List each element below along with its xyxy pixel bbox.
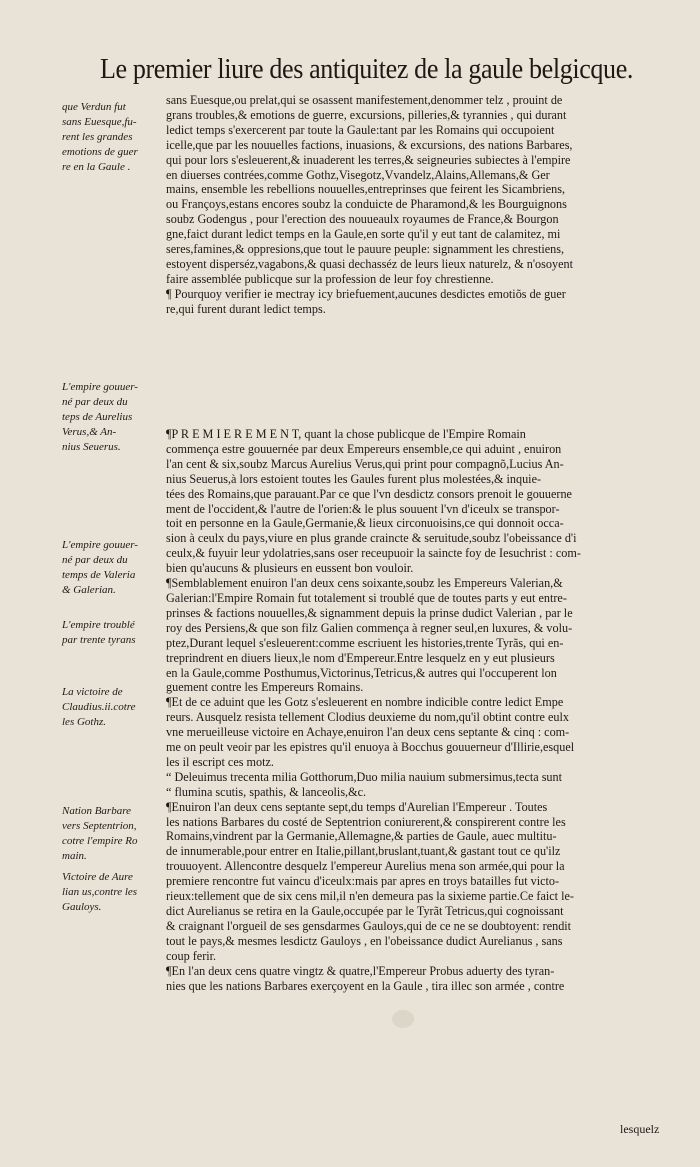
margin-note-line: emotions de guer bbox=[62, 146, 138, 158]
text-line: me on peult veoir par les epistres qu'il enuoya à Bocchus gouuerneur d'Illirie,esquel bbox=[166, 740, 575, 755]
text-line: ment de l'occident,& l'autre de l'orien:& le plus souuent l'vn d'iceulx se transpor- bbox=[166, 501, 560, 516]
text-line: toit en personne en la Gaule,Germanie,& lieux circonuoisins,ce qui donnoit occa- bbox=[166, 516, 564, 531]
text-line: en diuerses contrées,comme Gothz,Visegotz,Vvandelz,Alains,Allemans,& Ger bbox=[166, 167, 550, 182]
margin-note-line: rent les grandes bbox=[62, 131, 133, 143]
text-line: ptez,Durant lequel s'esleuerent:comme escriuent les histories,trente Tyrãs, qui en- bbox=[166, 635, 564, 650]
text-line: re,qui furent durant ledict temps. bbox=[166, 301, 326, 316]
margin-note-claudius bbox=[62, 685, 168, 730]
text-line: ¶Et de ce aduint que les Gotz s'esleuerent en nombre indicible contre ledict Empe bbox=[166, 695, 564, 710]
margin-note-line: lian us,contre les bbox=[62, 886, 138, 898]
text-line: mains, ensemble les rebellions nouuelles,entreprinses que feirent les Sicambriens, bbox=[166, 182, 566, 197]
catchword: lesquelz bbox=[620, 1122, 660, 1136]
margin-note-line: Gauloys. bbox=[62, 901, 102, 913]
margin-note-line: L'empire troublé bbox=[62, 619, 135, 631]
margin-note-line: main. bbox=[62, 850, 87, 862]
text-line: ¶ Pourquoy verifier ie mectray icy briefuement,aucunes desdictes emotiõs de guer bbox=[166, 286, 566, 301]
text-line: “ Deleuimus trecenta milia Gotthorum,Duo milia nauium submersimus,tecta sunt bbox=[166, 769, 563, 784]
text-line: tout le pays,& mesmes lesdictz Gauloys , en l'obeissance dudict Aurelianus , sans bbox=[166, 933, 563, 948]
text-line: ou Françoys,estans encores soubz la conduicte de Pharamond,& les Bourguignons bbox=[166, 197, 567, 212]
margin-note-line: teps de Aurelius bbox=[62, 411, 133, 423]
margin-note-line: re en la Gaule . bbox=[62, 161, 131, 173]
text-line: vne merueilleuse victoire en Achaye,enuiron l'an deux cens septante & cinq : com- bbox=[166, 725, 570, 740]
margin-note-verdun bbox=[62, 100, 168, 175]
text-line: ¶P R E M I E R E M E N T, quant la chose publicque de l'Empire Romain bbox=[166, 427, 526, 441]
text-line: prinses & factions nouuelles,& signamment depuis la prinse dudict Valerian , par le bbox=[166, 605, 573, 620]
text-line: reurs. Ausquelz resista tellement Clodius deuxieme du nom,qu'il obtint contre eulx bbox=[166, 710, 569, 725]
text-section-1 bbox=[166, 93, 678, 317]
text-line: icelle,que par les nouuelles factions, inuasions, & excursions, des nations Barbares, bbox=[166, 137, 573, 152]
text-line: bien qu'aucuns & plusieurs en eussent bon vouloir. bbox=[166, 561, 414, 576]
text-line: qui pour lors s'esleuerent,& inuaderent les terres,& seigneuries subiectes à l'empire bbox=[166, 152, 571, 167]
margin-note-line: né par deux du bbox=[62, 396, 128, 408]
margin-note-aurelian-victory bbox=[62, 870, 168, 915]
margin-note-line: Claudius.ii.cotre bbox=[62, 701, 136, 713]
text-line: ¶Semblablement enuiron l'an deux cens soixante,soubz les Empereurs Valerian,& bbox=[166, 576, 563, 591]
text-line: ledict temps s'exercerent par toute la Gaule:tant par les Romains qui occupoient bbox=[166, 122, 555, 137]
margin-note-line: La victoire de bbox=[62, 686, 123, 698]
text-line: treprindrent en diuers lieux,le nom d'Empereur.Entre lesquelz en y eut plusieurs bbox=[166, 650, 555, 665]
margin-note-trente-tyrans bbox=[62, 618, 168, 648]
margin-note-line: sans Euesque,fu- bbox=[62, 116, 137, 128]
margin-note-line: & Galerian. bbox=[62, 584, 116, 596]
page-stain bbox=[392, 1010, 414, 1028]
text-line: dict Aurelianus se retira en la Gaule,occupée par le Tyrãt Tetricus,qui cognoissant bbox=[166, 904, 564, 918]
text-line: grans troubles,& emotions de guerre, excursions, pilleries,& tyrannies , qui durant bbox=[166, 107, 567, 122]
margin-note-line: nius Seuerus. bbox=[62, 441, 121, 453]
text-section-2 bbox=[166, 427, 678, 993]
text-line: coup ferir. bbox=[166, 948, 217, 963]
running-head-title: Le premier liure des antiquitez de la gaule belgicque. bbox=[100, 54, 634, 85]
text-line: l'an cent & six,soubz Marcus Aurelius Verus,qui print pour compagnõ,Lucius An- bbox=[166, 456, 564, 471]
margin-note-line: Verus,& An- bbox=[62, 426, 117, 438]
margin-note-line: par trente tyrans bbox=[62, 634, 136, 646]
text-line: commença estre gouuernée par deux Empereurs ensemble,ce qui aduint , enuiron bbox=[166, 441, 562, 456]
text-line: ¶En l'an deux cens quatre vingtz & quatre,l'Empereur Probus aduerty des tyran- bbox=[166, 963, 555, 978]
text-line: gne,faict durant ledict temps en la Gaule,en sorte qu'il y eut tant de calamitez, mi bbox=[166, 227, 561, 242]
text-line: guement contre les Empereurs Romains. bbox=[166, 680, 364, 695]
margin-note-line: que Verdun fut bbox=[62, 101, 126, 113]
text-line: trouuoyent. Allencontre desquelz l'empereur Aurelius mena son armée,qui pour la bbox=[166, 859, 565, 874]
margin-note-nation-barbare bbox=[62, 804, 168, 864]
text-line: les nations Barbares du costé de Septentrion coniurerent,& conspirerent contre les bbox=[166, 814, 566, 829]
text-line: Galerian:l'Empire Romain fut totalement si troublé que de toutes parts y eut entre- bbox=[166, 590, 567, 605]
margin-note-line: L'empire gouuer- bbox=[62, 539, 138, 551]
margin-note-line: cotre l'empire Ro bbox=[62, 835, 138, 847]
text-line: ¶Enuiron l'an deux cens septante sept,du temps d'Aurelian l'Empereur . Toutes bbox=[166, 799, 548, 814]
margin-note-line: Nation Barbare bbox=[62, 805, 131, 817]
text-line: estoyent disperséz,vagabons,& quasi dechasséz de leurs lieux naturelz, & n'osoyent bbox=[166, 256, 573, 271]
text-line: Romains,vindrent par la Germanie,Allemagne,& parties de Gaule, auec multitu- bbox=[166, 829, 557, 844]
margin-note-line: Victoire de Aure bbox=[62, 871, 133, 883]
text-line: premiere rencontre fut vaincu d'iceulx:mais par apres en troys batailles fut victo- bbox=[166, 874, 560, 889]
margin-note-line: les Gothz. bbox=[62, 716, 106, 728]
text-line: roy des Persiens,& que son filz Galien commença à regner seul,en luxures, & volu- bbox=[166, 620, 573, 635]
text-line: faire assemblée publicque sur la profession de leur foy chrestienne. bbox=[166, 271, 494, 286]
margin-note-line: vers Septentrion, bbox=[62, 820, 137, 832]
text-line: “ flumina scutis, spathis, & lanceolis,&c. bbox=[166, 784, 367, 799]
margin-note-line: temps de Valeria bbox=[62, 569, 136, 581]
margin-note-aurelius bbox=[62, 380, 168, 455]
margin-notes-column bbox=[62, 0, 168, 1167]
text-line: nies que les nations Barbares exerçoyent en la Gaule , tira illec son armée , contre bbox=[166, 978, 565, 993]
margin-note-line: L'empire gouuer- bbox=[62, 381, 138, 393]
margin-note-valerian bbox=[62, 538, 168, 598]
text-line: sion à ceulx du pays,viure en plus grande craincte & seruitude,soubz l'obeissance d'i bbox=[166, 531, 577, 546]
margin-note-line: né par deux du bbox=[62, 554, 128, 566]
text-line: soubz Godengus , pour l'erection des nouueaulx royaumes de France,& Bourgon bbox=[166, 212, 559, 227]
text-line: sans Euesque,ou prelat,qui se osassent manifestement,denommer telz , prouint de bbox=[166, 93, 563, 107]
text-line: ceulx,& fuyuir leur ydolatries,sans oser receupuoir la saincte foy de Iesuchrist : com- bbox=[166, 546, 581, 561]
text-line: & craignant l'orgueil de ses gensdarmes Gauloys,qui de ce ne se doubtoyent: rendit bbox=[166, 918, 572, 933]
text-line: de innumerable,pour entrer en Italie,pillant,bruslant,tuant,& gastant tout ce qu'ilz bbox=[166, 844, 561, 859]
text-line: nius Seuerus,à lors estoient toutes les Gaules furent plus molestées,& inquie- bbox=[166, 471, 542, 486]
text-line: les il escript ces motz. bbox=[166, 754, 274, 769]
main-text-column bbox=[166, 93, 678, 993]
text-line: seres,famines,& oppresions,que tout le pauure peuple: signamment les chrestiens, bbox=[166, 242, 565, 257]
text-line: rieux:tellement que de six cens mil,il n'en demeura pas la sixieme partie.Ce faict le- bbox=[166, 889, 574, 904]
text-line: tées des Romains,que parauant.Par ce que l'vn desdictz consors prenoit le gouuerne bbox=[166, 486, 572, 501]
text-line: en la Gaule,comme Posthumus,Victorinus,Tetricus,& autres qui l'occuperent lon bbox=[166, 665, 557, 680]
